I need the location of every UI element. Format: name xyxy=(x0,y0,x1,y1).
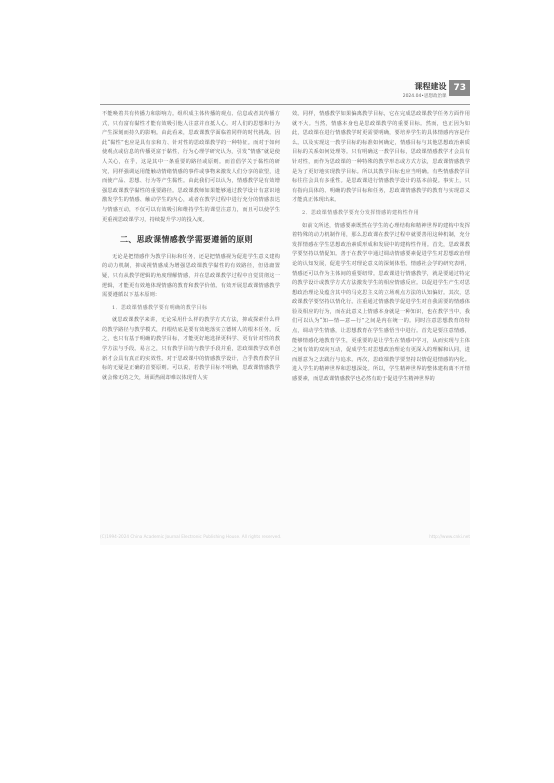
right-column xyxy=(292,110,470,385)
issue-info: 2024.04•思想政治课 xyxy=(402,94,447,99)
paragraph: 如前文所述，情感要素既然在学生的心理结构和精神世界的建构中发挥着特殊的动力机制作用，那么思政课在教学过程中就要善用这种机制，充分发挥情感在学生思想政治素质形成和发展中的建构性作用。首先，思政课教学要坚持以情促知。善于在教学中通过调动情感要素促进学生对思想政治理论的认知发展，促进学生对理论意义的深刻体悟。情感社会学的研究表明，情感还可以作为主体间的重要纽带。思政课进行情感教学，就是要通过特定的教学设计或教学方式方法激发学生的相应情感反应。以促进学生产生对思想政治理论及蕴含其中的马克思主义的立场观点方法的认知偏好。其次，思政课教学要坚持以情化行。注重通过情感教学促进学生对自我需要的情感体验及相应的行为，而在此意义上情感本身就是一种知识，也在教学当中，我们可以认为“知—情—意—行”之间是内在统一的。同时注意思想教育的特点，调动学生情感，让思想教育在学生感悟当中进行。首先是要注意情感，能够情感化地教育学生，更重要的是让学生在情感中学习，从而实现与主体之间有效的双向互动，促成学生对思想政治理论有更深入的理解和认同，进而愿意为之去践行与追求。再次，思政课教学要坚持以情促进情感的内化。进入学生的精神世界和思想深处。所以，学生精神世界的整体建构离不开情感要素，而思政课情感教学也必然有助于促进学生精神世界的 xyxy=(292,222,470,383)
journal-page xyxy=(100,80,470,545)
paragraph: 就思政课教学来讲，无论采用什么样的教学方式方法，抑或探索什么样的教学路径与教学模式，归根结底是要有效地落实立德树人的根本任务。反之，也只有基于明确的教学目标，才能更好地选择更科学、更有针对性的教学方法与手段。易言之，只有教学目的与教学手段并重，思政课教学改革创新才会具有真正的实效性。对于思政课中的情感教学设计，合乎教育教学目标的无疑是正确的首要原则。可以说，若教学目标不明确，思政课情感教学就会像无的之矢，场面热闹却难以体现育人实 xyxy=(102,317,280,381)
copyright-text: (C)1994-2024 China Academic Journal Electronic Publishing House. All rights reserved. xyxy=(100,534,282,539)
header-text xyxy=(403,80,447,99)
section-heading: 二、思政课情感教学需要遵循的原则 xyxy=(120,235,253,245)
copyright-footer xyxy=(100,534,470,539)
paragraph: 效。同样，情感教学如果偏离教学目标，它在完成思政课教学任务方面作用就不大。当然，情感本身也是思政课教学的重要目标。然而，也正因为如此，思政课在进行情感教学时更需要明确，要培养学生的具体情感内容是什么。以及实现这一教学目标的标准如何确定，情感目标与其他思想政治素质目标的关系如何处理等。只有明确这一教学目标，思政课情感教学才会具有针对性，而作为思政课的一种特殊的教学形态或方式方法，思政课情感教学是为了更好地实现教学目标。所以其教学目标也应当明确。有些情感教学目标往往会具有多重性。是思政课进行情感教学设计的基本前提。事实上，只有指向具体的、明确的教学目标和任务，思政课情感教学的教育与实现意义才能真正体现出来。 xyxy=(292,111,470,204)
section-name: 课程建设 xyxy=(414,82,447,91)
paragraph: 无论是把情感作为教学目标和任务，还是把情感视为促进学生意义建构的动力机制，抑或视情感成为增强思政课教学黏性的有效路径，但毋庸置疑，只有从教学逻辑的角度理解情感，并在思政课教学过程中自觉贯彻这一逻辑，才能更有效地体现情感的教育和教学价值。有效开展思政课情感教学需要遵循以下基本原则： xyxy=(102,253,280,299)
left-column xyxy=(102,110,280,383)
paragraph: 不能唤着共有传播力和影响力。组织成主体传播的观点、信息或者其传播方式，只有富有黏性才能有效吸引他人注意并直抵人心。对人们的思想和行为产生深刻而持久的影响。由此看来，思政课教学面临着同样的时代挑战。因此“黏性”也应是具有亲和力、针对性的思政课教学的一种特征。而对于如何使观点或信息的传播更富于黏性，行为心理学研究认为，引发“情感”就是使人关心，在乎，这是其中一条重要的路径或原则。而首倡学关于黏性的研究，同样强调运用能触动情绪情感的事件或事物来激发人们分享的欲望，进而使产品、思想、行为等产生黏性。由此我们可以认为，情感教学是有效增强思政课教学黏性的重要路径。思政课教师如果能够通过教学设计有意识地激发学生的情感、触动学生的内心，或者在教学过程中进行充分的情感表达与情感互动，不仅可以有效吸引和维持学生的课堂注意力，而且可以使学生更重视思政课学习，持续提升学习的投入度。 xyxy=(102,111,280,223)
page-number: 73 xyxy=(449,80,470,96)
header-rule xyxy=(100,104,470,105)
page-header xyxy=(403,80,470,102)
site-url: http://www.cnki.net xyxy=(429,534,470,539)
subsection-heading: 2．思政课情感教学要充分发挥情感的建构性作用 xyxy=(302,209,419,216)
subsection-heading: 1．思政课情感教学要有明确的教学目标 xyxy=(112,304,208,311)
